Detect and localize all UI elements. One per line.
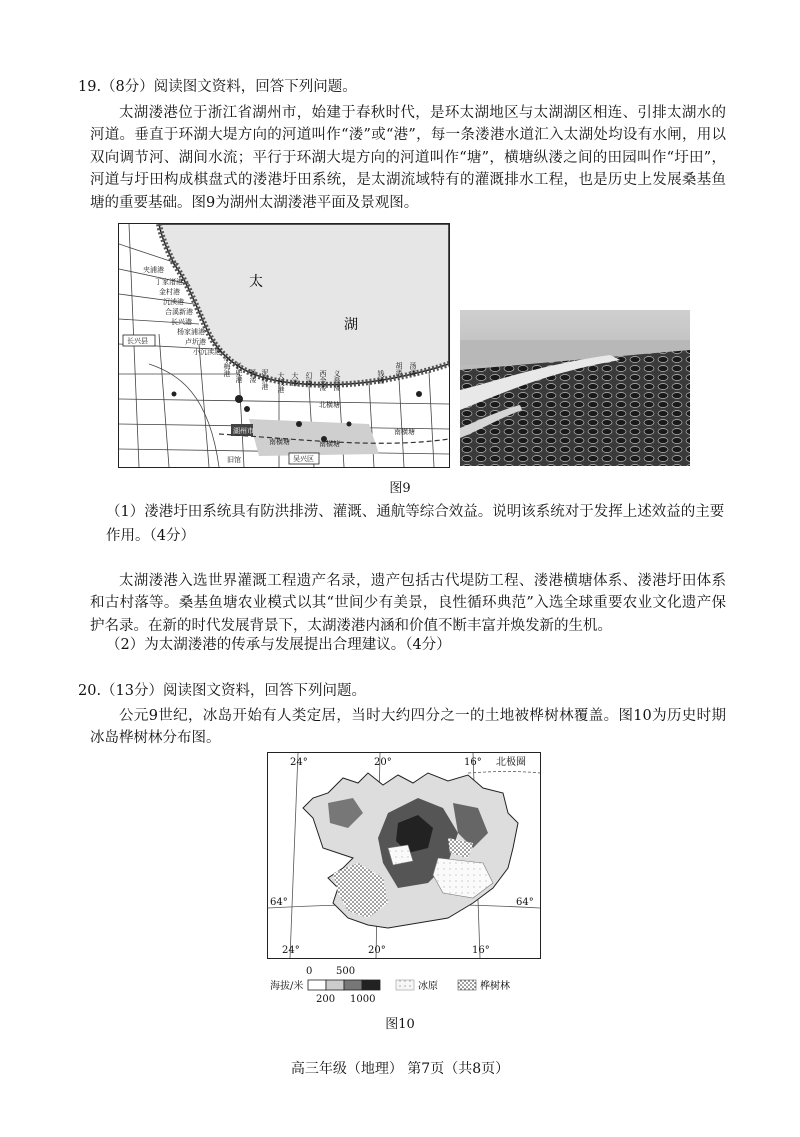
glacier-swatch bbox=[396, 980, 414, 990]
legend-elev-label: 海拔/米 bbox=[270, 981, 304, 992]
legend-drawing bbox=[268, 964, 538, 1006]
town-label: 旧馆 bbox=[227, 456, 241, 464]
lon-label: 20° bbox=[374, 757, 392, 768]
lat-label: 64° bbox=[516, 897, 534, 908]
harbor-label: 沉渎港 bbox=[163, 298, 184, 306]
town-label: 南横塘 bbox=[269, 438, 290, 446]
figure9-map bbox=[118, 223, 450, 468]
town-label: 湖州市 bbox=[233, 427, 254, 435]
town-label: 长兴县 bbox=[127, 337, 148, 345]
arctic-circle-label: 北极圈 bbox=[496, 757, 526, 768]
q19-intro: 太湖溇港位于浙江省湖州市，始建于春秋时代，是环太湖地区与太湖湖区相连、引排太湖水的河道。垂直于环湖大堤方向的河道叫作“溇”或“港”，每一条溇港水道汇入太湖处均设有水闸，用以双向调节河、湖间水流；平行于环湖大堤方向的河道叫作“塘”，横塘纵溇之间的田园叫作“圩田”，河道与圩田构成棋盘式的溇港圩田系统，是太湖流域特有的灌溉排水工程，也是历史上发展桑基鱼塘的重要基础。图9为湖州太湖溇港平面及景观图。 bbox=[90, 105, 726, 211]
harbor-label: 杨家浦港 bbox=[177, 328, 205, 336]
harbor-label: 夹浦港 bbox=[143, 266, 164, 274]
harbor-label: 钱溇 bbox=[377, 370, 385, 384]
harbor-label: 长兜港 bbox=[235, 362, 243, 383]
harbor-label: 西金溇 bbox=[319, 370, 327, 391]
page-footer: 高三年级（地理） 第7页（共8页） bbox=[290, 1061, 510, 1077]
aerial-photo-drawing bbox=[460, 310, 690, 466]
lon-label: 20° bbox=[368, 945, 386, 956]
lon-label: 24° bbox=[282, 945, 300, 956]
q19-para2: 太湖溇港入选世界灌溉工程遗产名录，遗产包括古代堤防工程、溇港横塘体系、溇港圩田体系和古村落等。桑基鱼塘农业模式以其“世间少有美景，良性循环典范”入选全球重要农业文化遗产保护名录。在新的时代发展背景下，太湖溇港内涵和价值不断丰富并焕发新的生机。 bbox=[90, 573, 726, 634]
town-label: 北横塘 bbox=[319, 401, 340, 409]
town-label: 吴兴区 bbox=[293, 455, 314, 463]
harbor-label: 泥桥港 bbox=[261, 369, 269, 390]
q19-part2: （2）为太湖溇港的传承与发展提出合理建议。（4分） bbox=[106, 637, 451, 653]
harbor-label: 汤溇 bbox=[409, 362, 417, 376]
lon-label: 16° bbox=[464, 757, 482, 768]
figure9-map-drawing bbox=[119, 224, 449, 467]
harbor-label: 胡溇 bbox=[395, 362, 403, 376]
legend-tick: 500 bbox=[336, 966, 356, 977]
lat-label: 64° bbox=[270, 897, 288, 908]
harbor-label: 义皋溇 bbox=[333, 370, 341, 391]
iceland-map-drawing bbox=[268, 753, 540, 958]
lake-label-2: 湖 bbox=[344, 317, 358, 333]
harbor-label: 卢圻港 bbox=[185, 338, 206, 346]
figure10-map bbox=[267, 752, 541, 959]
lake-label-1: 太 bbox=[249, 274, 263, 290]
figure9-photo bbox=[460, 310, 690, 466]
harbor-label: 小沉渎港 bbox=[193, 348, 221, 356]
q19-part1 bbox=[106, 500, 728, 548]
legend-tick: 1000 bbox=[350, 994, 376, 1005]
harbor-label: 杨溇 bbox=[249, 369, 257, 383]
lon-label: 24° bbox=[290, 757, 308, 768]
q19-header: 19.（8分）阅读图文资料，回答下列问题。 bbox=[78, 79, 357, 95]
harbor-label: 小梅港 bbox=[223, 356, 231, 377]
figure10-legend bbox=[268, 964, 538, 1006]
harbor-label: 丁家渚港 bbox=[155, 278, 183, 286]
figure10-caption: 图10 bbox=[385, 1017, 415, 1032]
town-label: 南横塘 bbox=[319, 440, 340, 448]
harbor-label: 合溪新港 bbox=[165, 308, 193, 316]
harbor-label: 金村港 bbox=[159, 288, 180, 296]
harbor-label: 大钱港 bbox=[277, 372, 285, 393]
legend-birch-label: 桦树林 bbox=[480, 981, 510, 992]
harbor-label: 幻溇 bbox=[305, 372, 313, 386]
q20-header: 20.（13分）阅读图文资料，回答下列问题。 bbox=[78, 683, 367, 699]
figure9-caption: 图9 bbox=[389, 481, 411, 496]
legend-tick: 0 bbox=[306, 966, 313, 977]
lon-label: 16° bbox=[472, 945, 490, 956]
town-label: 南横塘 bbox=[394, 428, 415, 436]
q20-intro: 公元9世纪，冰岛开始有人类定居，当时大约四分之一的土地被桦树林覆盖。图10为历史时期冰岛桦树林分布图。 bbox=[90, 708, 726, 747]
legend-tick: 200 bbox=[316, 994, 336, 1005]
harbor-label: 长兴港 bbox=[171, 318, 192, 326]
legend-glacier-label: 冰原 bbox=[418, 981, 438, 992]
q19-part1-text: （1）溇港圩田系统具有防洪排涝、灌溉、通航等综合效益。说明该系统对于发挥上述效益的主要作用。（4分） bbox=[106, 504, 725, 544]
harbor-label: 大溇 bbox=[291, 372, 299, 386]
birch-swatch bbox=[458, 980, 476, 990]
